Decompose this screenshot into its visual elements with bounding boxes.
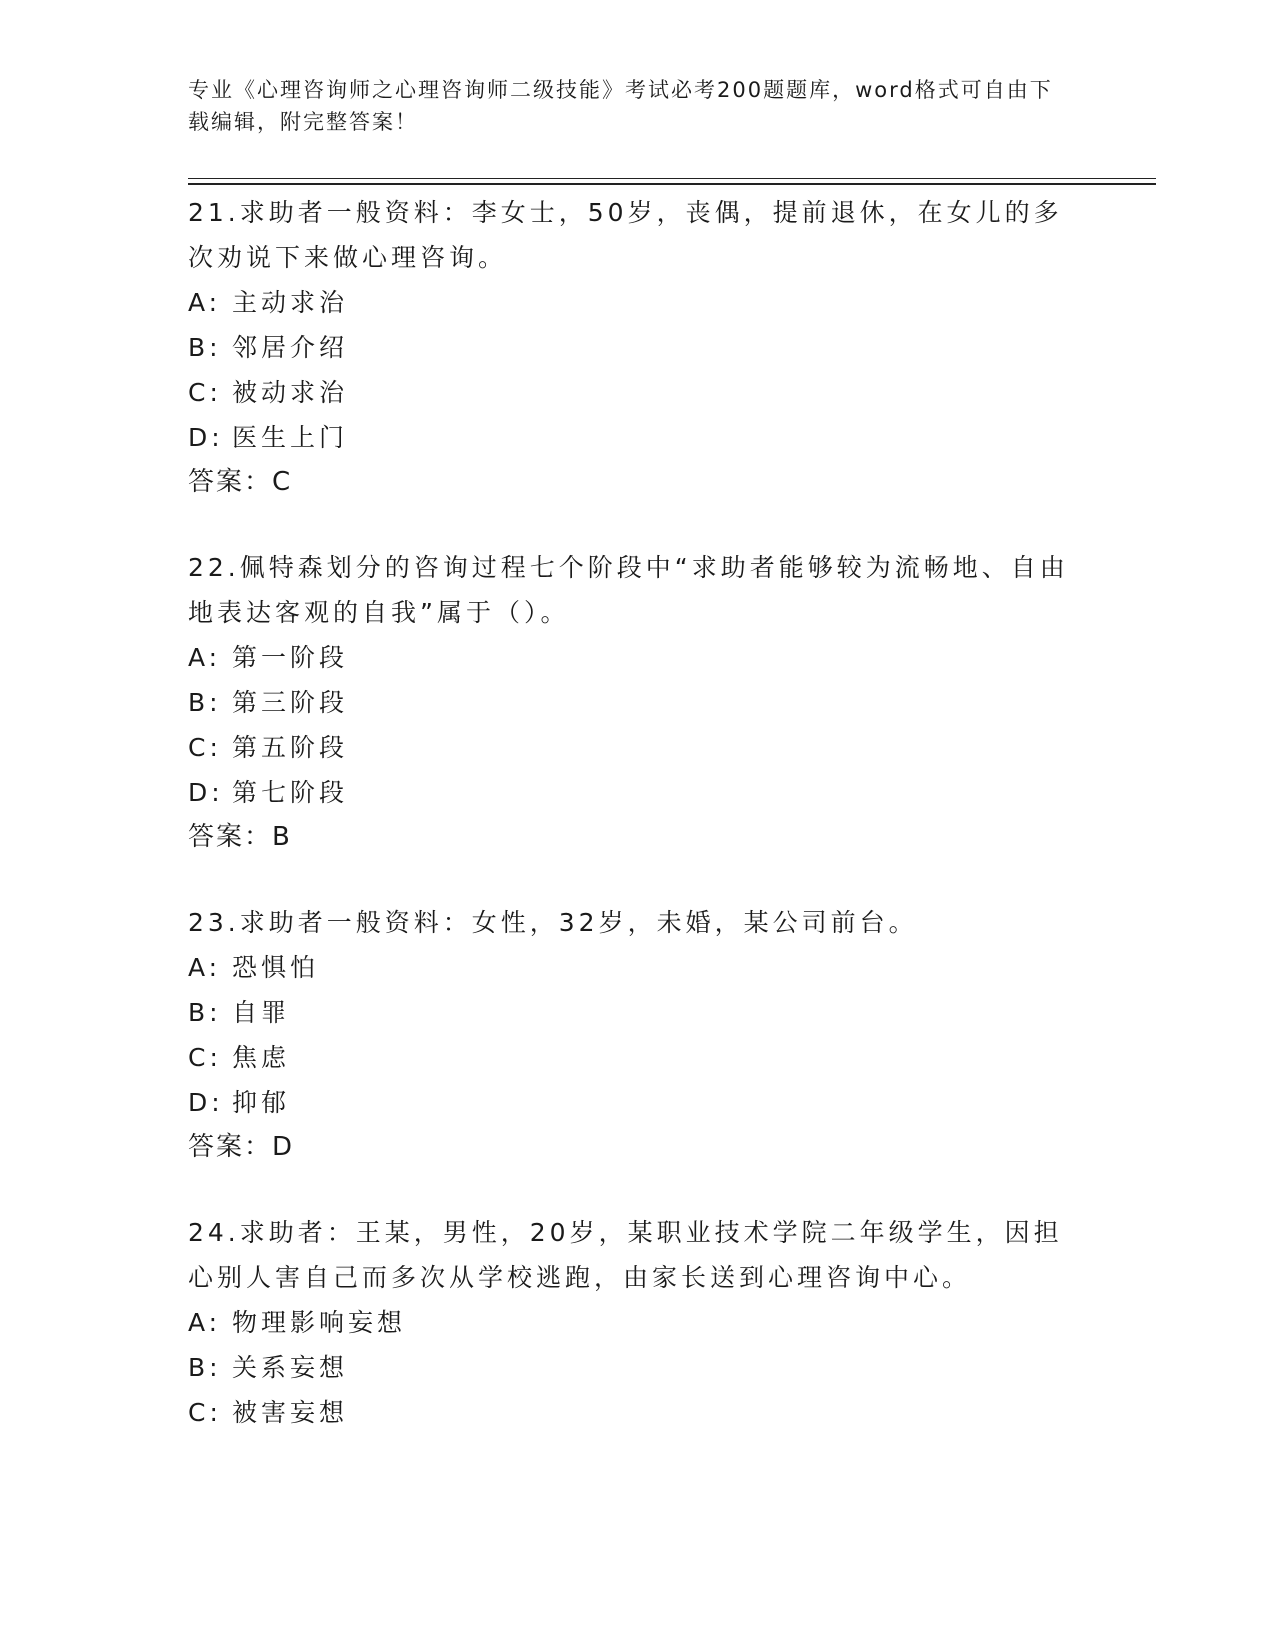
option-d <box>188 415 1088 460</box>
option-letter: B: <box>188 688 222 717</box>
option-c <box>188 1035 1088 1080</box>
answer-line: 答案：D <box>188 1132 295 1162</box>
answer-line: 答案：B <box>188 822 292 852</box>
option-b <box>188 1345 1088 1390</box>
option-text: 自罪 <box>232 998 291 1027</box>
option-text: 第五阶段 <box>232 733 349 762</box>
option-letter: A: <box>188 953 222 982</box>
option-c <box>188 725 1088 770</box>
option-b <box>188 680 1088 725</box>
question-stem: 23.求助者一般资料：女性，32岁，未婚，某公司前台。 <box>188 908 918 937</box>
answer-line: 答案：C <box>188 467 293 497</box>
header-divider-thick <box>188 183 1156 185</box>
option-text: 恐惧怕 <box>232 953 320 982</box>
question-list <box>188 190 1088 1475</box>
document-header: 专业《心理咨询师之心理咨询师二级技能》考试必考200题题库，word格式可自由下载编辑，附完整答案！ <box>188 78 1053 134</box>
option-d <box>188 770 1088 815</box>
option-a <box>188 1300 1088 1345</box>
question-24 <box>188 1210 1088 1435</box>
option-text: 第一阶段 <box>232 643 349 672</box>
option-a <box>188 280 1088 325</box>
option-b <box>188 325 1088 370</box>
option-text: 物理影响妄想 <box>232 1308 407 1337</box>
question-stem: 21.求助者一般资料：李女士，50岁，丧偶，提前退休，在女儿的多次劝说下来做心理咨询。 <box>188 198 1063 272</box>
option-text: 医生上门 <box>232 423 349 452</box>
question-stem: 22.佩特森划分的咨询过程七个阶段中“求助者能够较为流畅地、自由地表达客观的自我”属于（）。 <box>188 553 1069 627</box>
option-text: 第七阶段 <box>232 778 349 807</box>
option-a <box>188 635 1088 680</box>
option-c <box>188 1390 1088 1435</box>
question-21 <box>188 190 1088 505</box>
header-divider-thin <box>188 178 1156 179</box>
option-text: 第三阶段 <box>232 688 349 717</box>
option-letter: C: <box>188 1043 222 1072</box>
question-22 <box>188 545 1088 860</box>
option-letter: C: <box>188 1398 222 1427</box>
option-letter: B: <box>188 1353 222 1382</box>
question-23 <box>188 900 1088 1170</box>
option-text: 邻居介绍 <box>232 333 349 362</box>
option-letter: D: <box>188 423 224 452</box>
option-text: 抑郁 <box>232 1088 291 1117</box>
option-b <box>188 990 1088 1035</box>
option-letter: D: <box>188 1088 224 1117</box>
option-letter: C: <box>188 733 222 762</box>
option-text: 被动求治 <box>232 378 349 407</box>
option-text: 被害妄想 <box>232 1398 349 1427</box>
option-d <box>188 1080 1088 1125</box>
option-text: 焦虑 <box>232 1043 291 1072</box>
option-text: 主动求治 <box>232 288 349 317</box>
option-letter: A: <box>188 643 222 672</box>
option-text: 关系妄想 <box>232 1353 349 1382</box>
option-c <box>188 370 1088 415</box>
option-letter: B: <box>188 998 222 1027</box>
option-letter: A: <box>188 288 222 317</box>
option-letter: C: <box>188 378 222 407</box>
option-a <box>188 945 1088 990</box>
option-letter: A: <box>188 1308 222 1337</box>
option-letter: B: <box>188 333 222 362</box>
option-letter: D: <box>188 778 224 807</box>
question-stem: 24.求助者：王某，男性，20岁，某职业技术学院二年级学生，因担心别人害自己而多次从学校逃跑，由家长送到心理咨询中心。 <box>188 1218 1063 1292</box>
